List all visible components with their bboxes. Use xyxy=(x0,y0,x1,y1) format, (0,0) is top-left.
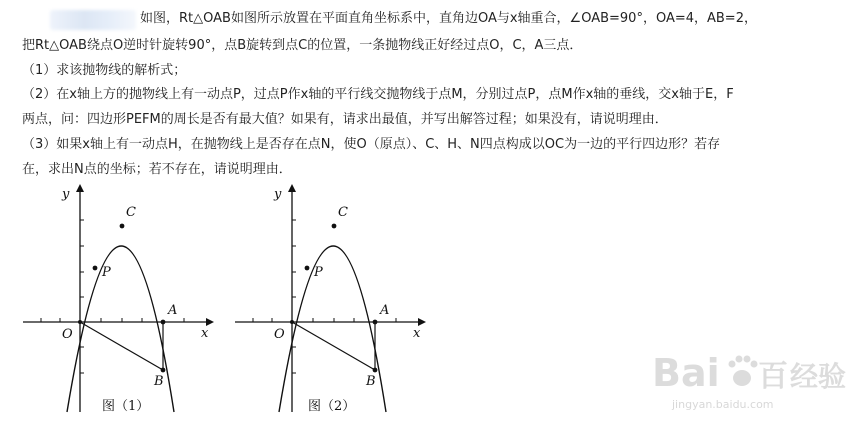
problem-text-line-2: 把Rt△OAB绕点O逆时针旋转90°，点B旋转到点C的位置，一条抛物线正好经过点O，C，A三点． xyxy=(22,38,583,53)
segment-OB xyxy=(80,322,163,370)
figure-1 xyxy=(18,180,218,420)
point-O xyxy=(290,320,294,324)
question-3-line-1: （3）如果x轴上有一动点H，在抛物线上是否存在点N，使O（原点）、C、H、N四点构成以OC为一边的平行四边形？若存 xyxy=(22,137,721,152)
point-P xyxy=(305,266,310,271)
blurred-username xyxy=(50,10,136,30)
label-B: B xyxy=(366,374,376,389)
figure-2 xyxy=(230,180,430,420)
point-B xyxy=(373,368,378,373)
y-axis-arrow xyxy=(288,184,296,192)
y-label: y xyxy=(62,187,70,202)
label-C: C xyxy=(126,205,136,220)
figure-1-caption: 图（1） xyxy=(102,399,150,414)
paw-icon xyxy=(729,356,758,387)
watermark-brand: Bai xyxy=(652,351,720,395)
label-B: B xyxy=(154,374,164,389)
label-A: A xyxy=(168,303,178,318)
point-B xyxy=(161,368,166,373)
x-axis-arrow xyxy=(206,318,214,326)
question-2-line-2: 两点，问：四边形PEFM的周长是否有最大值？如果有，请求出最值，并写出解答过程；如果没有，请说明理由． xyxy=(22,112,668,127)
segment-OB xyxy=(292,322,375,370)
watermark-brand-2: 百 xyxy=(758,359,788,394)
x-axis-arrow xyxy=(418,318,426,326)
point-P xyxy=(93,266,98,271)
figure-2-caption: 图（2） xyxy=(308,399,356,414)
question-3-line-2: 在，求出N点的坐标；若不存在，请说明理由． xyxy=(22,162,292,177)
label-P: P xyxy=(102,265,111,280)
y-label: y xyxy=(274,187,282,202)
x-label: x xyxy=(413,326,421,341)
label-P: P xyxy=(314,265,323,280)
point-A xyxy=(373,320,378,325)
question-2-line-1: （2）在x轴上方的抛物线上有一动点P，过点P作x轴的平行线交抛物线于点M，分别过点P，点M作x轴的垂线，交x轴于E，F xyxy=(22,87,734,102)
label-A: A xyxy=(380,303,390,318)
label-O: O xyxy=(62,327,73,342)
label-O: O xyxy=(274,327,285,342)
point-C xyxy=(120,224,125,229)
point-O xyxy=(78,320,82,324)
y-axis-arrow xyxy=(76,184,84,192)
label-C: C xyxy=(338,205,348,220)
watermark-jingyan: 经验 xyxy=(790,360,847,393)
x-label: x xyxy=(201,326,209,341)
point-A xyxy=(161,320,166,325)
question-1: （1）求该抛物线的解析式； xyxy=(22,63,187,78)
watermark-url: jingyan.baidu.com xyxy=(672,398,774,411)
point-C xyxy=(332,224,337,229)
problem-text-line-1: 如图，Rt△OAB如图所示放置在平面直角坐标系中，直角边OA与x轴重合，∠OAB=90°，OA=4，AB=2， xyxy=(140,11,757,26)
